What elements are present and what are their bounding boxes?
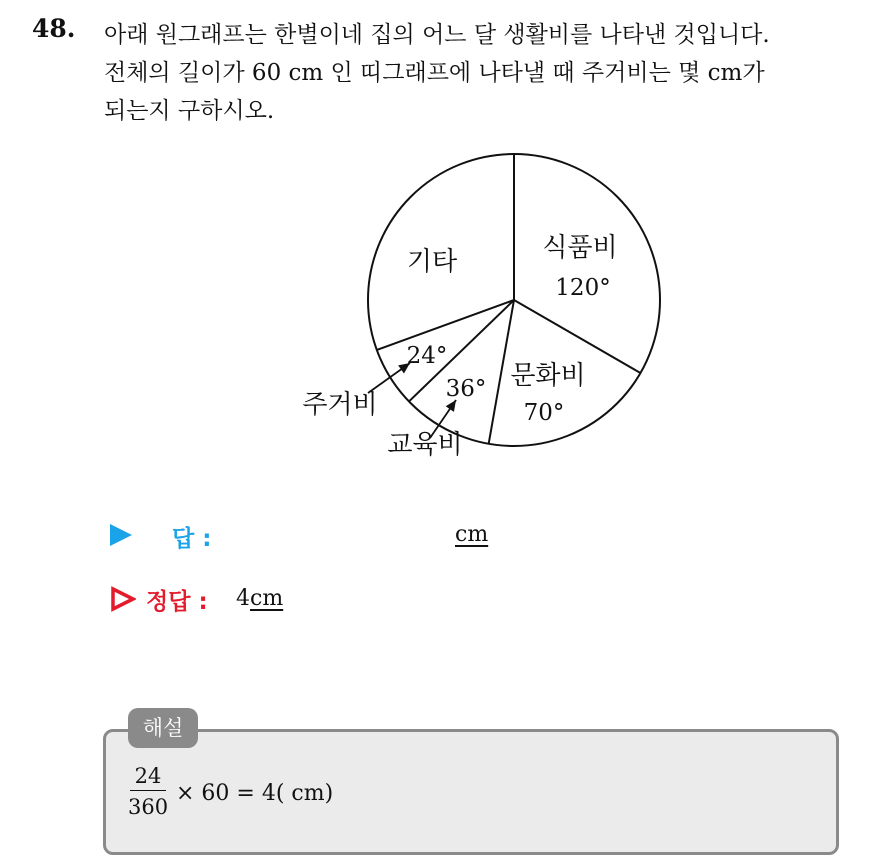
correct-answer-label: 정답 : (146, 589, 208, 615)
correct-answer-unit: cm (250, 586, 284, 611)
question-line-3: 되는지 구하시오. (104, 98, 275, 124)
correct-answer-number: 4 (236, 586, 250, 611)
slice-label-2: 교육비 (387, 430, 463, 460)
fraction-numerator: 24 (134, 764, 162, 788)
slice-label-1: 문화비 (510, 361, 586, 391)
answer-arrow-icon (110, 524, 132, 546)
answer-label: 답 : (172, 526, 212, 552)
slice-value-1: 70° (523, 400, 565, 426)
slice-label-4: 기타 (406, 247, 458, 277)
pie-chart (290, 148, 690, 478)
question-line-2: 전체의 길이가 60 cm 인 띠그래프에 나타낼 때 주거비는 몇 cm가 (104, 60, 765, 86)
answer-unit: cm (455, 522, 489, 547)
correct-answer-value (236, 586, 283, 611)
question-number: 48. (32, 14, 76, 43)
solution-fraction (128, 764, 168, 821)
solution-expression: × 60 = 4( cm) (176, 781, 334, 806)
solution-tab: 해설 (128, 708, 198, 748)
correct-arrow-icon (110, 586, 136, 612)
question-line-1: 아래 원그래프는 한별이네 집의 어느 달 생활비를 나타낸 것입니다. (104, 22, 770, 48)
slice-label-0: 식품비 (542, 233, 618, 263)
slice-value-0: 120° (555, 275, 611, 301)
slice-value-3: 24° (406, 343, 448, 369)
fraction-denominator: 360 (128, 795, 169, 819)
slice-value-2: 36° (445, 376, 487, 402)
slice-label-3: 주거비 (302, 390, 378, 420)
